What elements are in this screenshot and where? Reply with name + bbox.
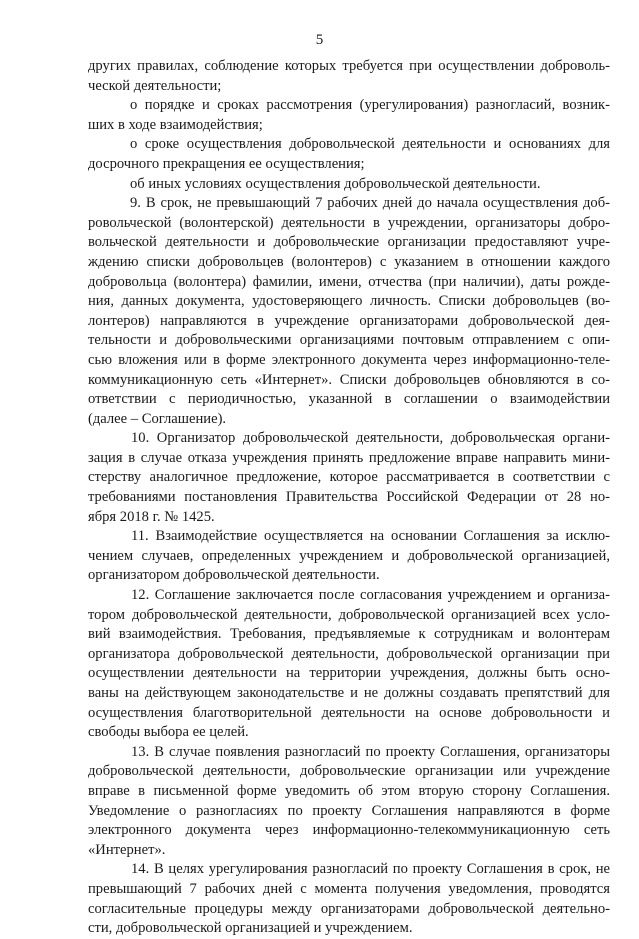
text-line: ваны на действующем законодательстве и не должны создавать препятствий для — [88, 685, 610, 701]
page-number: 5 — [315, 32, 324, 48]
text-line: о сроке осуществления добровольческой деятельности и основаниях для — [130, 136, 610, 153]
text-line: свободы выбора ее целей. — [88, 724, 249, 741]
text-line: чением случаев, определенных учреждением и добровольческой организацией, — [88, 547, 610, 564]
text-line: (далее – Соглашение). — [88, 410, 227, 427]
text-line: вольческой деятельности и добровольческие организации предоставляют учре- — [88, 234, 610, 251]
text-line: ния, данных документа, удостоверяющего личность. Списки добровольцев (во- — [88, 293, 610, 310]
text-line: осуществлении деятельности на территории учреждения, должны быть осно- — [88, 665, 610, 682]
text-line: тором добровольческой деятельности, добровольческой организацией всех усло- — [88, 606, 610, 623]
text-line: 12. Соглашение заключается после согласования учреждением и организа- — [131, 587, 610, 604]
text-line: сти, добровольческой организацией и учреждением. — [88, 920, 413, 937]
text-line: ших в ходе взаимодействия; — [88, 116, 263, 133]
text-line: стерству аналогичное предложение, которое рассматривается в соответствии с — [88, 469, 610, 486]
text-line: 9. В срок, не превышающий 7 рабочих дней до начала осуществления доб- — [130, 195, 610, 212]
text-line: 14. В целях урегулирования разногласий по проекту Соглашения в срок, не — [131, 861, 610, 878]
text-line: «Интернет». — [88, 841, 166, 858]
text-line: зация в случае отказа учреждения принять предложение вправе направить мини- — [88, 449, 610, 466]
text-line: превышающий 7 рабочих дней с момента получения уведомления, проводятся — [88, 880, 610, 897]
text-line: организатором добровольческой деятельности. — [88, 567, 380, 584]
text-line: 13. В случае появления разногласий по проекту Соглашения, организаторы — [131, 743, 610, 760]
text-line: вправе в письменной форме уведомить об этом вторую сторону Соглашения. — [88, 782, 610, 799]
text-line: тельности и добровольческими организациями почтовым отправлением с опи- — [88, 332, 610, 349]
text-line: ровольческой (волонтерской) деятельности в учреждении, организаторы добро- — [88, 214, 610, 231]
text-line: ческой деятельности; — [88, 77, 222, 94]
text-line: осуществления благотворительной деятельности на основе добровольности и — [88, 704, 610, 721]
text-line: ября 2018 г. № 1425. — [88, 508, 215, 525]
text-line: электронного документа через информационно-телекоммуникационную сеть — [88, 822, 610, 839]
text-line: ждению списки добровольцев (волонтеров) с указанием в отношении каждого — [88, 253, 610, 270]
text-line: организатора добровольческой деятельности, добровольческой организации при — [88, 645, 610, 662]
text-line: вий взаимодействия. Требования, предъявляемые к сотрудникам и волонтерам — [88, 626, 610, 643]
text-line: ответствии с периодичностью, указанной в соглашении о взаимодействии — [88, 391, 610, 408]
text-line: согласительные процедуры между организаторами добровольческой деятельно- — [88, 900, 610, 917]
document-body — [88, 57, 610, 939]
text-line: коммуникационную сеть «Интернет». Списки добровольцев обновляются в со- — [88, 371, 610, 388]
text-line: лонтеров) направляются в учреждение организаторами добровольческой дея- — [88, 312, 610, 329]
text-line: добровольца (волонтера) фамилии, имени, отчества (при наличии), даты рожде- — [88, 273, 610, 290]
text-line: добровольческой деятельности, добровольческие организации или учреждение — [88, 763, 610, 780]
text-line: других правилах, соблюдение которых требуется при осуществлении доброволь- — [88, 58, 610, 74]
text-line: досрочного прекращения ее осуществления; — [88, 155, 365, 172]
text-line: 11. Взаимодействие осуществляется на основании Соглашения за исклю- — [131, 528, 610, 545]
text-line: о порядке и сроках рассмотрения (урегулирования) разногласий, возник- — [130, 97, 610, 114]
text-line: Уведомление о разногласиях по проекту Соглашения направляются в форме — [88, 802, 610, 819]
text-line: 10. Организатор добровольческой деятельности, добровольческая органи- — [131, 430, 610, 447]
text-line: сью вложения или в форме электронного документа через информационно-теле- — [88, 351, 610, 368]
text-line: требованиями постановления Правительства Российской Федерации от 28 но- — [88, 489, 610, 506]
text-line: об иных условиях осуществления добровольческой деятельности. — [130, 175, 541, 192]
